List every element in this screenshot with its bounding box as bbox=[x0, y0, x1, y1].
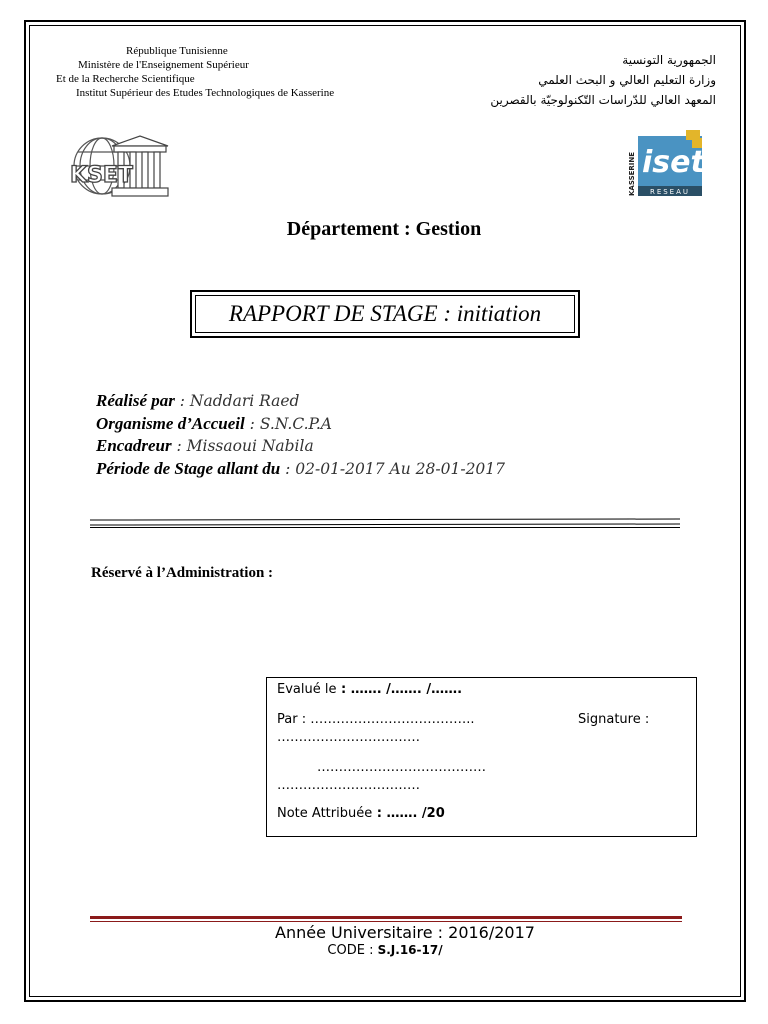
code-value: S.J.16-17/ bbox=[377, 943, 443, 957]
iset-logo-band-text: RESEAU bbox=[649, 188, 691, 196]
info-row-organisation: Organisme d’Accueil : S.N.C.P.A bbox=[96, 413, 332, 433]
code-line bbox=[0, 943, 768, 958]
footer-separator-thin bbox=[90, 921, 682, 922]
iset-logo-icon bbox=[620, 128, 708, 198]
report-title-box bbox=[190, 290, 580, 338]
evaluation-box bbox=[266, 677, 697, 837]
kset-logo-icon bbox=[68, 132, 172, 200]
header-left-line-3: Et de la Recherche Scientifique bbox=[56, 73, 195, 85]
academic-year: Année Universitaire : 2016/2017 bbox=[275, 923, 535, 942]
info-row-student: Réalisé par : Naddari Raed bbox=[96, 391, 300, 410]
eval-signature-row: Signature : bbox=[578, 712, 650, 727]
eval-par-row: Par : ……………………………….. bbox=[277, 712, 475, 727]
header-right-block bbox=[386, 50, 716, 110]
header-left-line-4: Institut Supérieur des Etudes Technologiques de Kasserine bbox=[76, 87, 335, 99]
header-left-line-1: République Tunisienne bbox=[126, 45, 228, 57]
kset-logo-text: KSET bbox=[70, 163, 133, 188]
footer-separator bbox=[90, 916, 682, 919]
eval-dots-line-3: …………………………… bbox=[277, 778, 420, 793]
separator-line-lower bbox=[90, 527, 680, 528]
department-heading: Département : Gestion bbox=[286, 218, 482, 240]
separator-line bbox=[90, 518, 680, 525]
header-right-line-1: الجمهورية التونسية bbox=[622, 53, 716, 67]
header-right-line-2: وزارة التعليم العالي و البحث العلمي bbox=[538, 73, 716, 87]
eval-dots-line-1: …………………………… bbox=[277, 730, 420, 745]
student-info bbox=[96, 390, 505, 480]
eval-dots-line-2: ………………………………… bbox=[317, 760, 486, 775]
code-label: CODE : bbox=[327, 943, 378, 958]
reserved-admin-heading: Réservé à l’Administration : bbox=[91, 565, 274, 581]
iset-logo-text: iset bbox=[642, 145, 705, 180]
eval-date-row: Evalué le : ……. /……. /……. bbox=[277, 682, 463, 697]
iset-logo bbox=[620, 128, 708, 198]
header-right-line-3: المعهد العالي للدّراسات التّكنولوجيّة بالقصرين bbox=[490, 93, 716, 107]
eval-note-row: Note Attribuée : ……. /20 bbox=[277, 806, 445, 821]
header-left-block bbox=[30, 44, 400, 100]
report-title: RAPPORT DE STAGE : initiation bbox=[195, 295, 575, 333]
info-row-supervisor: Encadreur : Missaoui Nabila bbox=[96, 436, 314, 455]
header-left-line-2: Ministère de l'Enseignement Supérieur bbox=[78, 59, 249, 71]
kset-logo bbox=[68, 132, 172, 200]
info-row-period: Période de Stage allant du : 02-01-2017 Au 28-01-2017 bbox=[96, 458, 506, 478]
iset-logo-vertical-text: KASSERINE bbox=[628, 151, 636, 196]
